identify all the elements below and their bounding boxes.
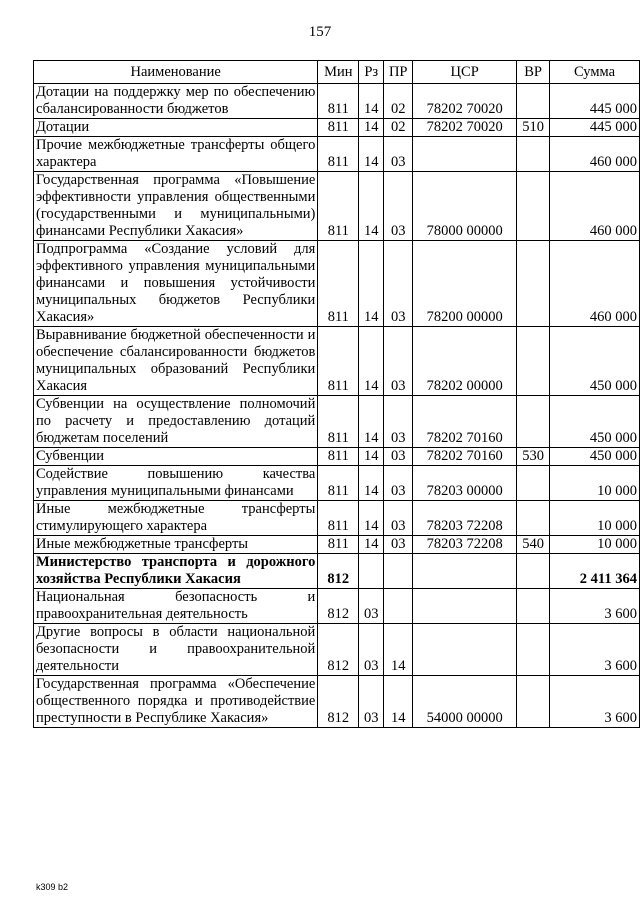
table-row: [34, 172, 640, 241]
cell-rz: 14: [359, 84, 384, 119]
table-row: [34, 589, 640, 624]
cell-vr: [517, 396, 550, 448]
cell-pr: 03: [384, 501, 413, 536]
cell-name: Иные межбюджетные трансферты стимулирующего характера: [34, 501, 318, 536]
cell-vr: [517, 466, 550, 501]
table-row: [34, 501, 640, 536]
table-row: [34, 137, 640, 172]
cell-pr: 02: [384, 84, 413, 119]
cell-pr: 03: [384, 466, 413, 501]
cell-sum: 450 000: [550, 396, 640, 448]
cell-csr: 78202 70160: [413, 448, 517, 466]
table-row: [34, 241, 640, 327]
header-min: Мин: [318, 61, 359, 84]
cell-csr: [413, 624, 517, 676]
cell-pr: 03: [384, 448, 413, 466]
header-vr: ВР: [517, 61, 550, 84]
cell-sum: 460 000: [550, 137, 640, 172]
cell-vr: 540: [517, 536, 550, 554]
table-row: [34, 448, 640, 466]
cell-min: 811: [318, 241, 359, 327]
cell-name: Субвенции на осуществление полномочий по расчету и предоставлению дотаций бюджетам поселений: [34, 396, 318, 448]
cell-vr: [517, 501, 550, 536]
cell-vr: [517, 172, 550, 241]
cell-csr: 78202 70020: [413, 119, 517, 137]
cell-name: Министерство транспорта и дорожного хозяйства Республики Хакасия: [34, 554, 318, 589]
cell-name: Субвенции: [34, 448, 318, 466]
cell-name: Другие вопросы в области национальной безопасности и правоохранительной деятельности: [34, 624, 318, 676]
cell-csr: 78203 72208: [413, 501, 517, 536]
cell-csr: 78200 00000: [413, 241, 517, 327]
cell-pr: 02: [384, 119, 413, 137]
cell-vr: [517, 624, 550, 676]
cell-min: 811: [318, 172, 359, 241]
cell-vr: [517, 137, 550, 172]
table-row: [34, 554, 640, 589]
table-row: [34, 84, 640, 119]
cell-min: 812: [318, 676, 359, 728]
cell-vr: 530: [517, 448, 550, 466]
cell-rz: 14: [359, 501, 384, 536]
cell-rz: 14: [359, 172, 384, 241]
table-body: [34, 84, 640, 728]
cell-sum: 10 000: [550, 466, 640, 501]
page-number: 157: [308, 24, 332, 40]
cell-min: 811: [318, 327, 359, 396]
cell-pr: 03: [384, 327, 413, 396]
cell-name: Национальная безопасность и правоохранительная деятельность: [34, 589, 318, 624]
table-row: [34, 466, 640, 501]
cell-csr: 78202 00000: [413, 327, 517, 396]
cell-csr: [413, 554, 517, 589]
table-header-row: [34, 61, 640, 84]
cell-min: 811: [318, 84, 359, 119]
cell-vr: [517, 241, 550, 327]
cell-csr: 54000 00000: [413, 676, 517, 728]
header-csr: ЦСР: [413, 61, 517, 84]
cell-csr: 78203 00000: [413, 466, 517, 501]
cell-min: 811: [318, 137, 359, 172]
cell-sum: 445 000: [550, 119, 640, 137]
cell-min: 811: [318, 466, 359, 501]
cell-name: Выравнивание бюджетной обеспеченности и обеспечение сбалансированности бюджетов муниципальных образований Республики Хакасия: [34, 327, 318, 396]
cell-pr: 14: [384, 676, 413, 728]
cell-name: Дотации на поддержку мер по обеспечению сбалансированности бюджетов: [34, 84, 318, 119]
cell-pr: 14: [384, 624, 413, 676]
cell-name: Дотации: [34, 119, 318, 137]
cell-rz: 03: [359, 589, 384, 624]
header-rz: Рз: [359, 61, 384, 84]
cell-name: Государственная программа «Повышение эффективности управления общественными (государственными и муниципальными) финансами Республики Хакасия»: [34, 172, 318, 241]
cell-min: 811: [318, 501, 359, 536]
cell-sum: 460 000: [550, 241, 640, 327]
cell-pr: 03: [384, 536, 413, 554]
cell-vr: 510: [517, 119, 550, 137]
table-row: [34, 327, 640, 396]
cell-min: 812: [318, 589, 359, 624]
cell-rz: 03: [359, 676, 384, 728]
cell-rz: 03: [359, 624, 384, 676]
cell-pr: 03: [384, 241, 413, 327]
cell-sum: 10 000: [550, 501, 640, 536]
cell-sum: 460 000: [550, 172, 640, 241]
cell-rz: 14: [359, 466, 384, 501]
cell-name: Содействие повышению качества управления муниципальными финансами: [34, 466, 318, 501]
cell-vr: [517, 589, 550, 624]
cell-rz: 14: [359, 119, 384, 137]
table-row: [34, 396, 640, 448]
cell-name: Иные межбюджетные трансферты: [34, 536, 318, 554]
cell-vr: [517, 84, 550, 119]
cell-sum: 3 600: [550, 676, 640, 728]
cell-pr: 03: [384, 172, 413, 241]
cell-sum: 3 600: [550, 624, 640, 676]
cell-csr: 78202 70160: [413, 396, 517, 448]
cell-csr: 78203 72208: [413, 536, 517, 554]
cell-sum: 445 000: [550, 84, 640, 119]
cell-sum: 450 000: [550, 448, 640, 466]
cell-name: Подпрограмма «Создание условий для эффективного управления муниципальными финансами и повышения устойчивости муниципальных бюджетов Республики Хакасия»: [34, 241, 318, 327]
cell-min: 812: [318, 624, 359, 676]
cell-vr: [517, 327, 550, 396]
budget-table: [33, 60, 640, 728]
cell-min: 811: [318, 119, 359, 137]
cell-rz: 14: [359, 241, 384, 327]
header-name: Наименование: [34, 61, 318, 84]
cell-vr: [517, 676, 550, 728]
cell-pr: 03: [384, 137, 413, 172]
cell-name: Прочие межбюджетные трансферты общего характера: [34, 137, 318, 172]
cell-rz: [359, 554, 384, 589]
cell-csr: 78202 70020: [413, 84, 517, 119]
footer-code: k309 b2: [36, 882, 69, 892]
cell-sum: 450 000: [550, 327, 640, 396]
cell-pr: 03: [384, 396, 413, 448]
cell-sum: 3 600: [550, 589, 640, 624]
cell-name: Государственная программа «Обеспечение общественного порядка и противодействие преступности в Республике Хакасия»: [34, 676, 318, 728]
cell-rz: 14: [359, 327, 384, 396]
cell-rz: 14: [359, 396, 384, 448]
table-row: [34, 676, 640, 728]
cell-pr: [384, 554, 413, 589]
table-row: [34, 536, 640, 554]
cell-sum: 2 411 364: [550, 554, 640, 589]
cell-rz: 14: [359, 137, 384, 172]
table-row: [34, 624, 640, 676]
header-sum: Сумма: [550, 61, 640, 84]
cell-min: 811: [318, 536, 359, 554]
cell-rz: 14: [359, 448, 384, 466]
cell-min: 812: [318, 554, 359, 589]
cell-rz: 14: [359, 536, 384, 554]
table-row: [34, 119, 640, 137]
cell-min: 811: [318, 448, 359, 466]
cell-sum: 10 000: [550, 536, 640, 554]
cell-csr: [413, 589, 517, 624]
cell-csr: [413, 137, 517, 172]
cell-pr: [384, 589, 413, 624]
cell-min: 811: [318, 396, 359, 448]
cell-vr: [517, 554, 550, 589]
header-pr: ПР: [384, 61, 413, 84]
cell-csr: 78000 00000: [413, 172, 517, 241]
